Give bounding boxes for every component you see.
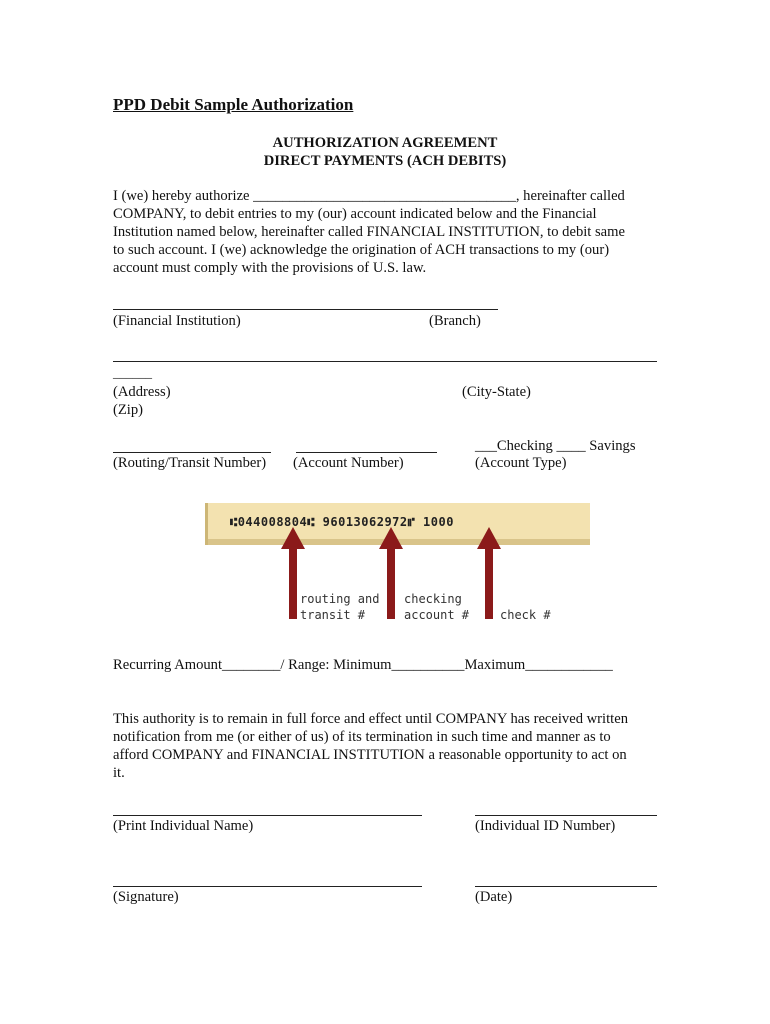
branch-label: (Branch) — [429, 313, 481, 329]
callout-routing-line1: routing and — [300, 592, 380, 606]
authority-line: afford COMPANY and FINANCIAL INSTITUTION a reasonable opportunity to act on — [113, 747, 627, 763]
authority-line: notification from me (or either of us) of its termination in such time and manner as to — [113, 729, 611, 745]
check-diagram-image — [200, 503, 590, 633]
account-number-line[interactable] — [296, 452, 437, 453]
address-label: (Address) — [113, 384, 171, 400]
address-line-continued: ______ — [113, 365, 152, 380]
routing-number-line[interactable] — [113, 452, 271, 453]
intro-line: COMPANY, to debit entries to my (our) account indicated below and the Financial — [113, 206, 597, 222]
print-name-label: (Print Individual Name) — [113, 818, 254, 834]
financial-institution-label: (Financial Institution) — [113, 313, 241, 329]
recurring-amount-range[interactable]: Recurring Amount________/ Range: Minimum__________Maximum____________ — [113, 657, 613, 673]
agreement-heading: AUTHORIZATION AGREEMENT — [272, 135, 498, 151]
callout-check-number: check # — [500, 608, 551, 622]
authority-paragraph — [113, 710, 653, 782]
document-title: PPD Debit Sample Authorization — [113, 95, 354, 114]
intro-line: to such account. I (we) acknowledge the origination of ACH transactions to my (our) — [113, 242, 610, 258]
check-left-edge — [205, 503, 208, 545]
date-line[interactable] — [475, 886, 657, 887]
account-type-label: (Account Type) — [475, 455, 567, 471]
account-number-label: (Account Number) — [293, 455, 404, 471]
print-name-line[interactable] — [113, 815, 422, 816]
financial-institution-line[interactable] — [113, 309, 498, 310]
individual-id-line[interactable] — [475, 815, 657, 816]
zip-label: (Zip) — [113, 402, 143, 418]
date-label: (Date) — [475, 889, 513, 905]
signature-line[interactable] — [113, 886, 422, 887]
city-state-label: (City-State) — [462, 384, 531, 400]
authority-line: it. — [113, 765, 125, 781]
callout-checking-line2: account # — [404, 608, 470, 622]
authority-line: This authority is to remain in full force and effect until COMPANY has received written — [113, 711, 628, 727]
intro-line: account must comply with the provisions of U.S. law. — [113, 260, 427, 276]
callout-routing — [300, 591, 379, 623]
agreement-subheading: DIRECT PAYMENTS (ACH DEBITS) — [263, 153, 507, 169]
signature-label: (Signature) — [113, 889, 179, 905]
address-line[interactable] — [113, 361, 657, 362]
routing-label: (Routing/Transit Number) — [113, 455, 267, 471]
callout-checking — [404, 591, 469, 623]
callout-checking-line1: checking — [404, 592, 462, 606]
checking-savings-options[interactable]: ___Checking ____ Savings — [475, 438, 636, 454]
callout-routing-line2: transit # — [300, 608, 366, 622]
individual-id-label: (Individual ID Number) — [475, 818, 616, 834]
intro-line: Institution named below, hereinafter called FINANCIAL INSTITUTION, to debit same — [113, 224, 625, 240]
micr-line: ⑆044008804⑆ 96013062972⑈ 1000 — [230, 515, 454, 529]
intro-line: I (we) hereby authorize ____________________________________, hereinafter called — [113, 188, 625, 204]
intro-paragraph — [113, 187, 653, 277]
